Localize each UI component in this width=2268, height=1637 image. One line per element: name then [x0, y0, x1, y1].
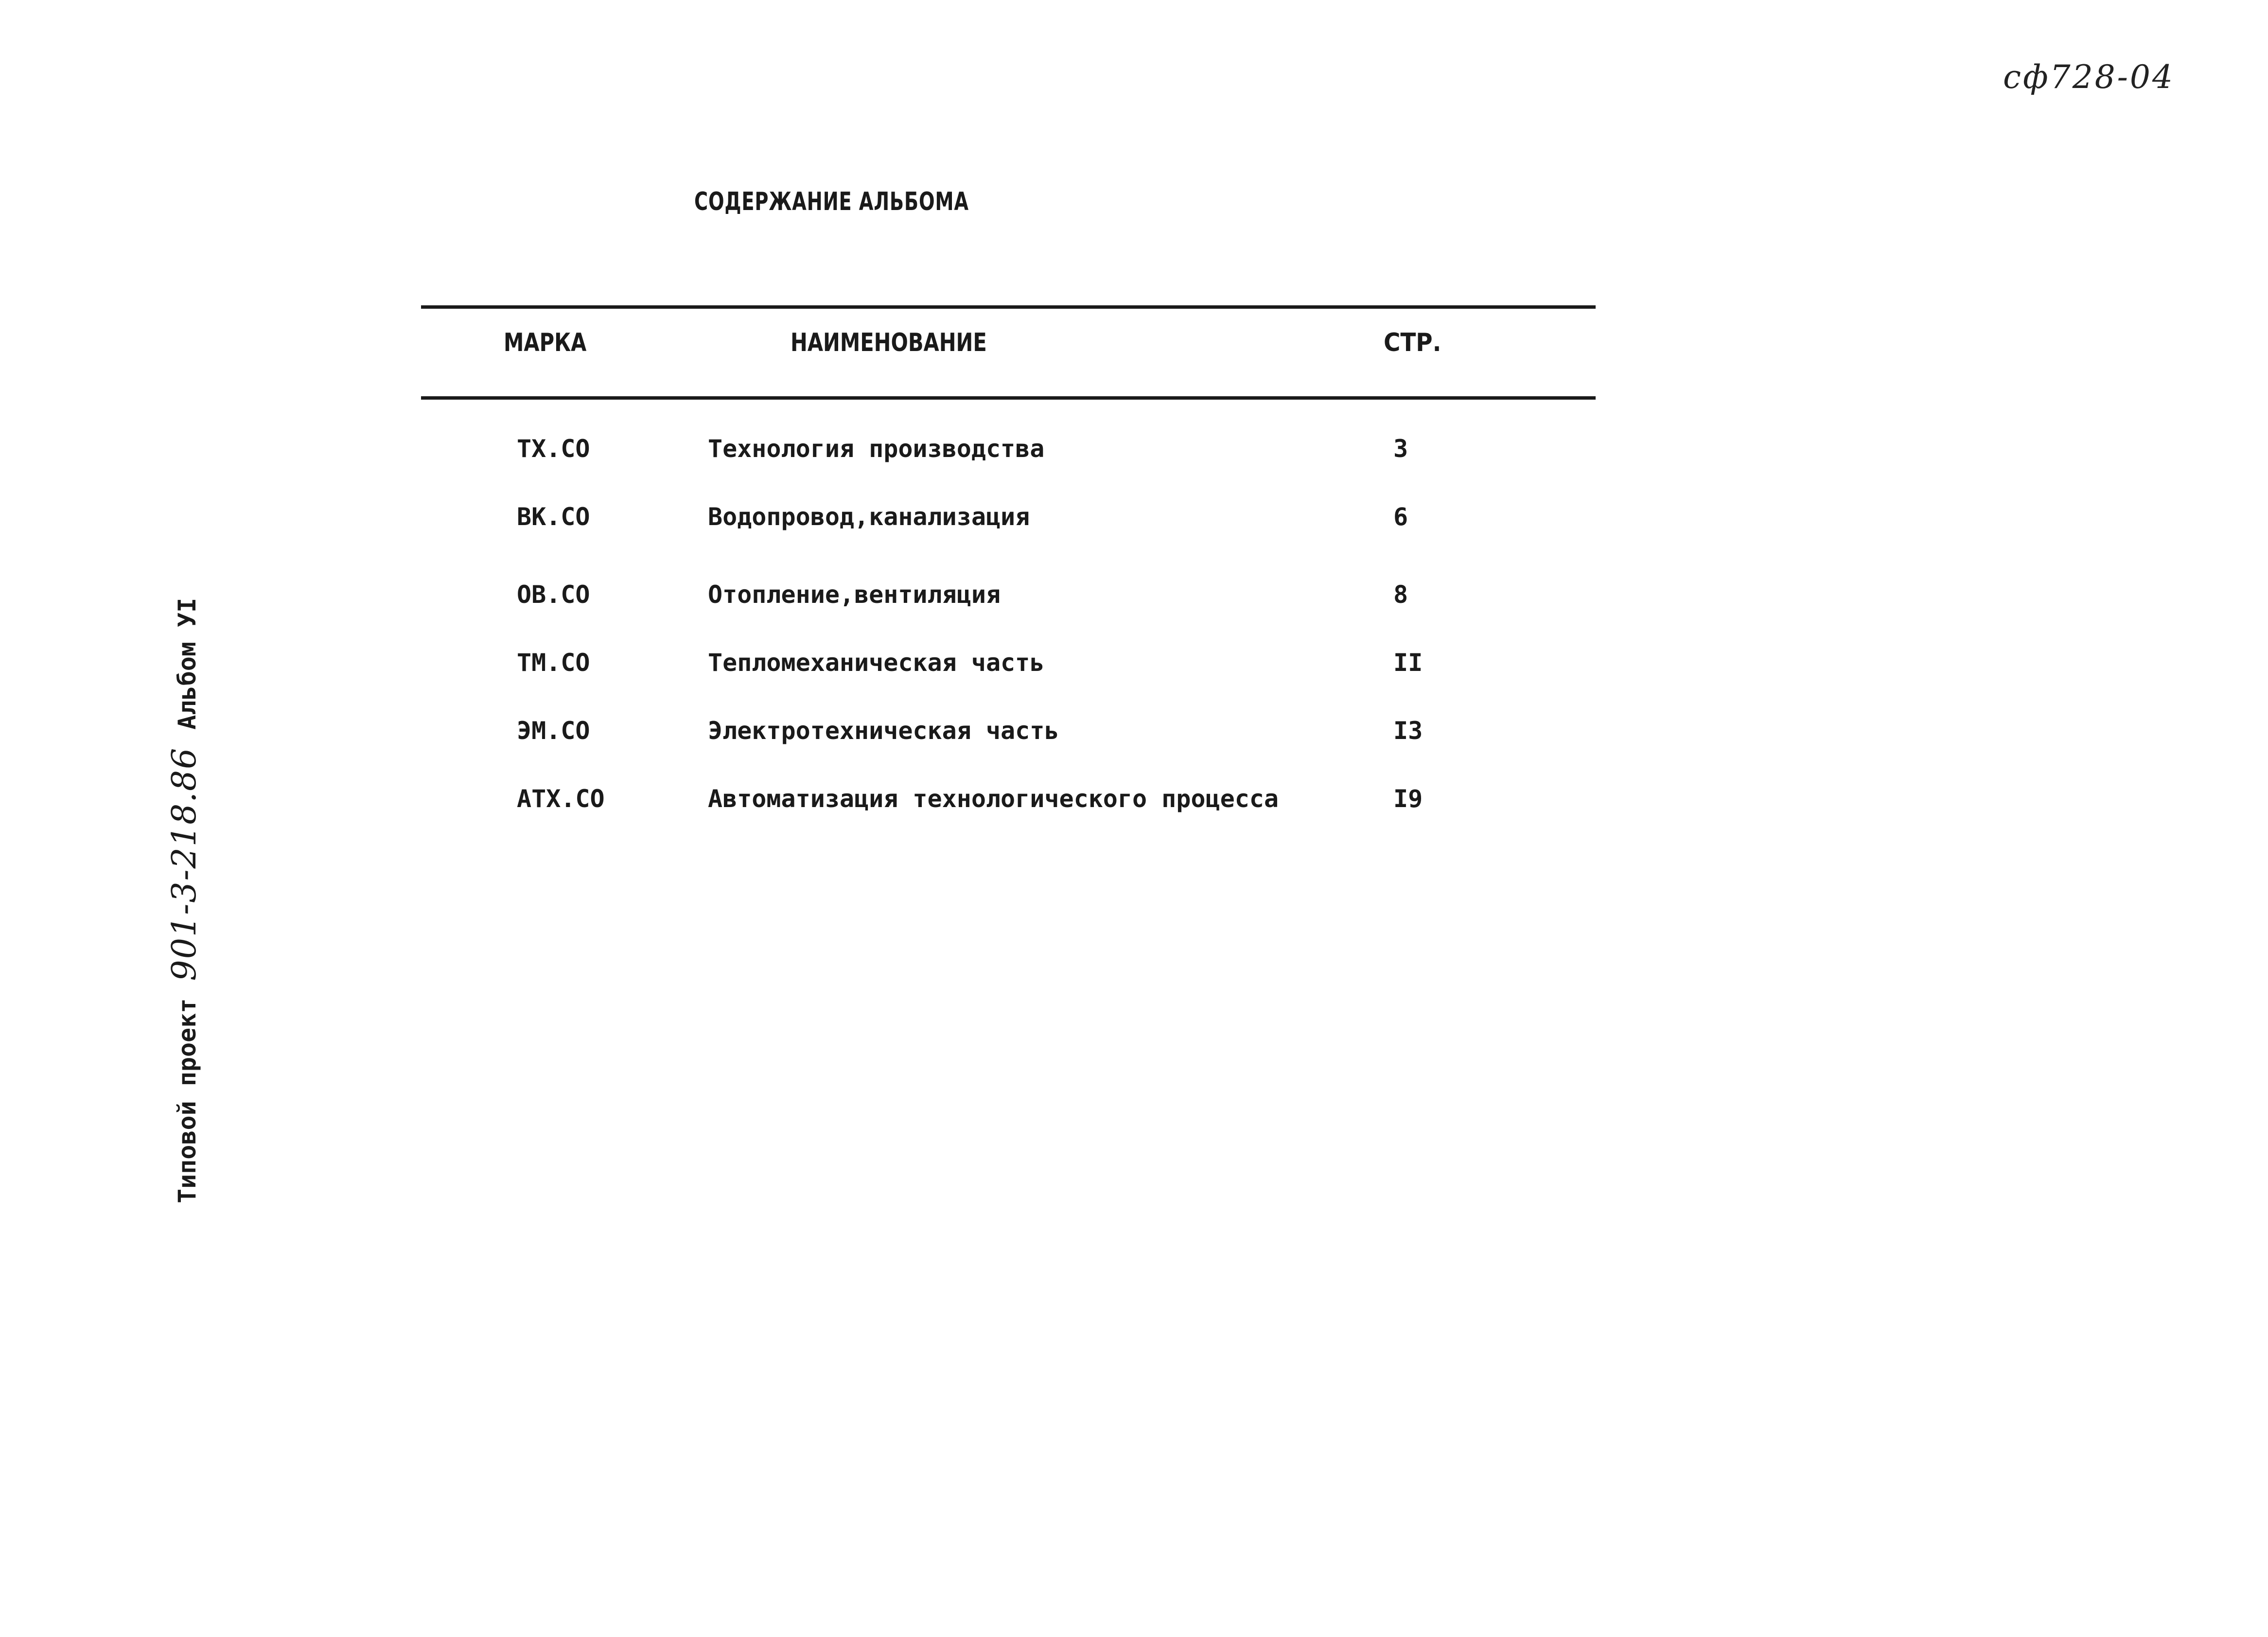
- row-name: Электротехническая часть: [708, 717, 1059, 745]
- row-name: Автоматизация технологического процесса: [708, 785, 1279, 813]
- row-page: II: [1393, 649, 1423, 677]
- row-page: I3: [1393, 717, 1423, 745]
- row-mark: ТХ.СО: [517, 435, 590, 463]
- table-header-rule: [421, 396, 1596, 400]
- row-mark: ТМ.СО: [517, 649, 590, 677]
- row-page: I9: [1393, 785, 1423, 813]
- table-row: [421, 435, 1596, 474]
- table-header: [421, 309, 1596, 396]
- table-row: [421, 581, 1596, 619]
- table-row: [421, 649, 1596, 687]
- row-mark: ЭМ.СО: [517, 717, 590, 745]
- row-name: Технология производства: [708, 435, 1045, 463]
- page-title: СОДЕРЖАНИЕ АЛЬБОМА: [694, 187, 969, 216]
- document-code: сф728-04: [2003, 58, 2175, 96]
- side-project-label: [165, 598, 204, 1203]
- header-mark: МАРКА: [504, 328, 587, 357]
- row-mark: ОВ.СО: [517, 581, 590, 609]
- row-page: 8: [1393, 581, 1408, 609]
- table-row: [421, 717, 1596, 756]
- row-mark: ВК.СО: [517, 503, 590, 531]
- row-mark: АТХ.СО: [517, 785, 605, 813]
- side-prefix: Типовой проект: [173, 998, 201, 1203]
- row-name: Тепломеханическая часть: [708, 649, 1045, 677]
- table-row: [421, 503, 1596, 542]
- row-page: 3: [1393, 435, 1408, 463]
- table-row: [421, 785, 1596, 824]
- table-top-rule: [421, 305, 1596, 309]
- header-page: СТР.: [1384, 328, 1442, 357]
- row-page: 6: [1393, 503, 1408, 531]
- row-name: Водопровод,канализация: [708, 503, 1030, 531]
- header-name: НАИМЕНОВАНИЕ: [791, 328, 987, 357]
- side-project-number: 901-3-218.86: [165, 747, 204, 981]
- side-album: Альбом УI: [173, 598, 201, 730]
- row-name: Отопление,вентиляция: [708, 581, 1001, 609]
- contents-table: [421, 305, 1596, 813]
